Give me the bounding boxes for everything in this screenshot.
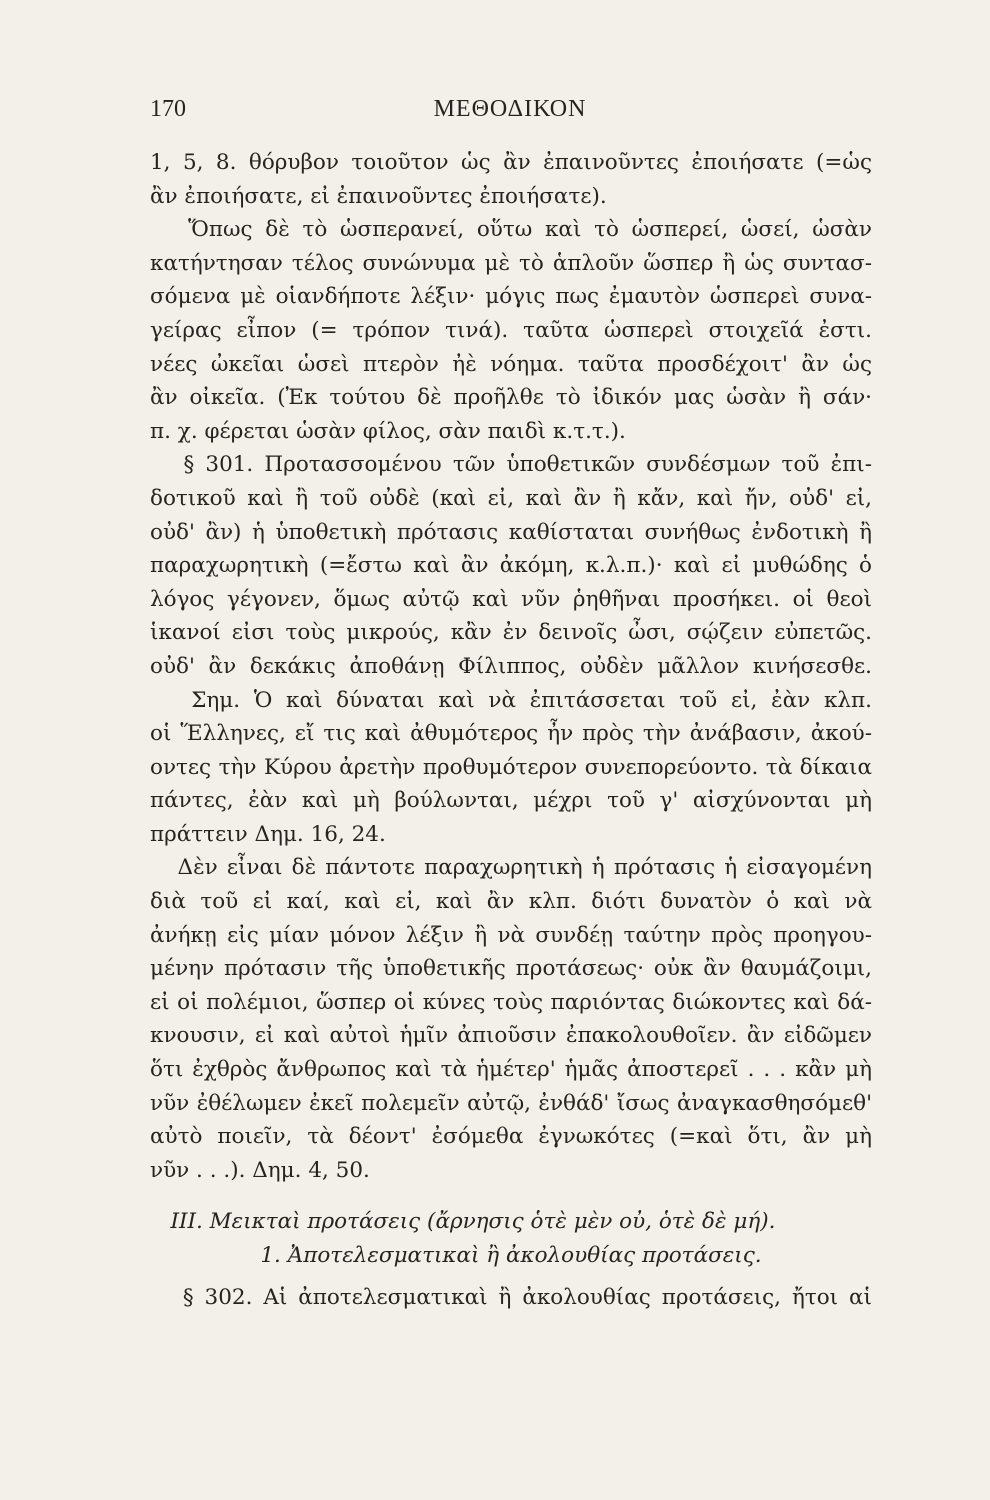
text-line: νῦν ἐθέλωμεν ἐκεῖ πολεμεῖν αὐτῷ, ἐνθάδ' ἴσως ἀναγκασθησόμεθ' xyxy=(150,1090,872,1116)
text-line: οἱ Ἕλληνες, εἴ τις καὶ ἀθυμότερος ἦν πρὸς τὴν ἀνάβασιν, ἀκού- xyxy=(150,721,872,747)
text-line: Ὅπως δὲ τὸ ὡσπερανεί, οὕτω καὶ τὸ ὡσπερεί, ὡσεί, ὡσὰν xyxy=(150,217,872,243)
text-line: οὐδ' ἂν) ἡ ὑποθετικὴ πρότασις καθίσταται συνήθως ἐνδοτικὴ ἢ xyxy=(150,519,872,545)
text-line: οντες τὴν Κύρου ἀρετὴν προθυμότερον συνεπορεύοντο. τὰ δίκαια xyxy=(150,754,872,780)
text-line: νέες ὠκεῖαι ὡσεὶ πτερὸν ἠὲ νόημα. ταῦτα προσδέχοιτ' ἂν ὡς xyxy=(150,351,872,377)
text-line: ἀνήκῃ εἰς μίαν μόνον λέξιν ἢ νὰ συνδέῃ ταύτην πρὸς προηγου- xyxy=(150,922,872,948)
text-line: ἂν ἐποιήσατε, εἰ ἐπαινοῦντες ἐποιήσατε). xyxy=(150,183,607,209)
text-line: 1, 5, 8. θόρυβον τοιοῦτον ὡς ἂν ἐπαινοῦντες ἐποιήσατε (=ὡς xyxy=(150,150,872,175)
text-line: γείρας εἶπον (= τρόπον τινά). ταῦτα ὡσπερεὶ στοιχεῖά ἐστι. xyxy=(150,317,872,343)
text-line: ὅτι ἐχθρὸς ἄνθρωπος καὶ τὰ ἡμέτερ' ἡμᾶς ἀποστερεῖ . . . κἂν μὴ xyxy=(150,1057,872,1083)
text-line: μένην πρότασιν τῆς ὑποθετικῆς προτάσεως· οὐκ ἂν θαυμάζοιμι, xyxy=(150,956,872,982)
text-line: σόμενα μὲ οἱανδήποτε λέξιν· μόγις πως ἐμαυτὸν ὡσπερεὶ συνα- xyxy=(150,284,872,310)
text-line: § 301. Προτασσομένου τῶν ὑποθετικῶν συνδέσμων τοῦ ἐπι- xyxy=(150,452,872,478)
text-line: ἱκανοί εἰσι τοὺς μικρούς, κἂν ἐν δεινοῖς ὦσι, σῴζειν εὐπετῶς. xyxy=(150,620,872,646)
text-line: § 302. Αἱ ἀποτελεσματικαὶ ἢ ἀκολουθίας προτάσεις, ἤτοι αἱ xyxy=(150,1284,872,1310)
subsection-heading: 1. Ἀποτελεσματικαὶ ἢ ἀκολουθίας προτάσεις. xyxy=(260,1243,762,1268)
text-line: δοτικοῦ καὶ ἢ τοῦ οὐδὲ (καὶ εἰ, καὶ ἂν ἢ κἄν, καὶ ἤν, οὐδ' εἰ, xyxy=(150,485,872,511)
text-line: λόγος γέγονεν, ὅμως αὐτῷ καὶ νῦν ῥηθῆναι προσήκει. οἱ θεοὶ xyxy=(150,586,872,612)
page-number: 170 xyxy=(150,96,186,122)
text-line: εἰ οἱ πολέμιοι, ὥσπερ οἱ κύνες τοὺς παριόντας διώκοντες καὶ δά- xyxy=(150,989,872,1015)
text-line: Σημ. Ὁ καὶ δύναται καὶ νὰ ἐπιτάσσεται τοῦ εἰ, ἐὰν κλπ. xyxy=(150,687,872,713)
text-line: π. χ. φέρεται ὡσὰν φίλος, σὰν παιδὶ κ.τ.τ.). xyxy=(150,418,626,444)
text-line: πάντες, ἐὰν καὶ μὴ βούλωνται, μέχρι τοῦ γ' αἰσχύνονται μὴ xyxy=(150,788,872,814)
text-line: οὐδ' ἂν δεκάκις ἀποθάνῃ Φίλιππος, οὐδὲν μᾶλλον κινήσεσθε. xyxy=(150,653,872,679)
running-title: ΜΕΘΟΔΙΚΟΝ xyxy=(433,96,587,122)
text-line: κνουσιν, εἰ καὶ αὐτοὶ ἡμῖν ἀπιοῦσιν ἐπακολουθοῖεν. ἂν εἰδῶμεν xyxy=(150,1023,872,1049)
text-line: παραχωρητικὴ (=ἔστω καὶ ἂν ἀκόμη, κ.λ.π.)· καὶ εἰ μυθώδης ὁ xyxy=(150,553,872,579)
text-line: κατήντησαν τέλος συνώνυμα μὲ τὸ ἁπλοῦν ὥσπερ ἢ ὡς συντασ- xyxy=(150,250,872,276)
text-line: αὐτὸ ποιεῖν, τὰ δέοντ' ἐσόμεθα ἐγνωκότες (=καὶ ὅτι, ἂν μὴ xyxy=(150,1124,872,1150)
text-line: Δὲν εἶναι δὲ πάντοτε παραχωρητικὴ ἡ πρότασις ἡ εἰσαγομένη xyxy=(150,855,872,881)
section-heading: III. Μεικταὶ προτάσεις (ἄρνησις ὁτὲ μὲν οὐ, ὁτὲ δὲ μή). xyxy=(150,1209,776,1235)
body-text xyxy=(150,146,872,1314)
text-line: ἂν οἰκεῖα. (Ἐκ τούτου δὲ προῆλθε τὸ ἰδικόν μας ὡσὰν ἢ σάν· xyxy=(150,385,872,411)
text-line: πράττειν Δημ. 16, 24. xyxy=(150,821,386,847)
page-header xyxy=(150,96,870,132)
text-line: νῦν . . .). Δημ. 4, 50. xyxy=(150,1157,370,1183)
text-line: διὰ τοῦ εἰ καί, καὶ εἰ, καὶ ἂν κλπ. διότι δυνατὸν ὁ καὶ νὰ xyxy=(150,889,872,915)
